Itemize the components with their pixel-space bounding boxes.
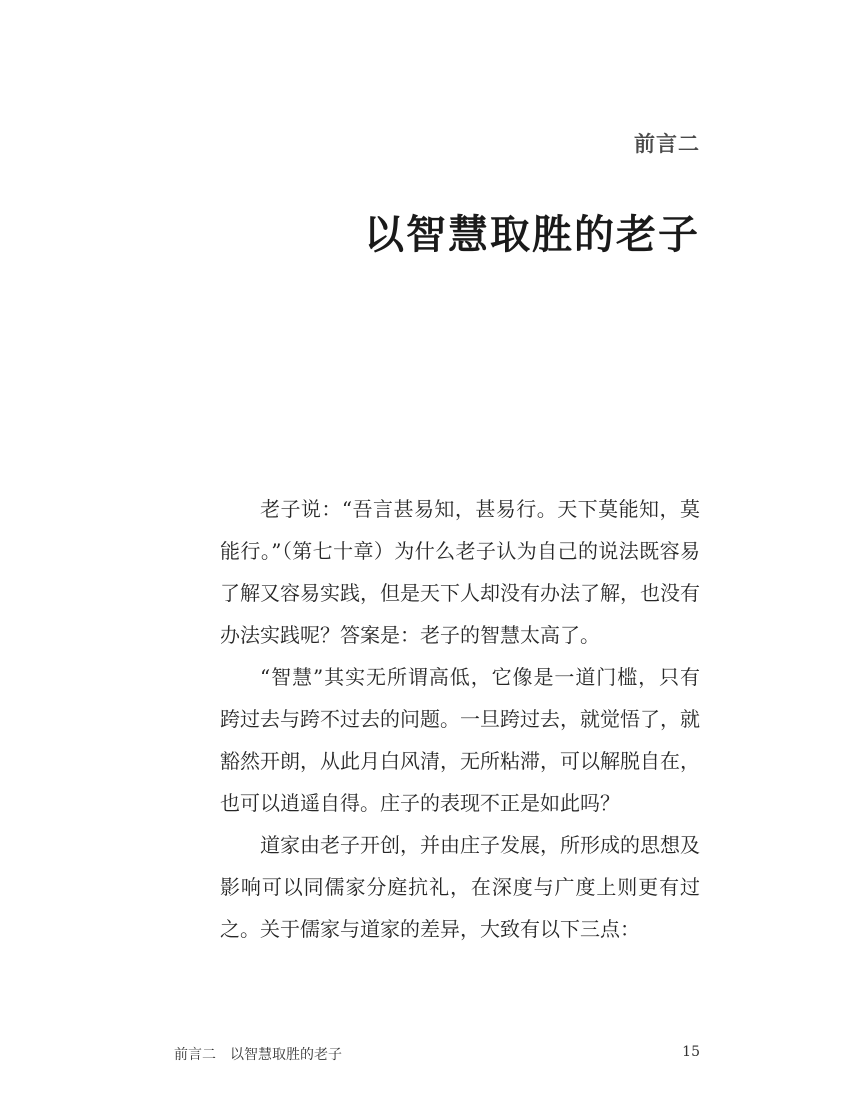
chapter-title: 以智慧取胜的老子 — [364, 212, 700, 258]
paragraph-1: 老子说：“吾言甚易知，甚易行。天下莫能知，莫能行。”（第七十章）为什么老子认为自己的说法既容易了解又容易实践，但是天下人却没有办法了解，也没有办法实践呢？答案是：老子的智慧太高了。 — [220, 497, 700, 647]
paragraph-3: 道家由老子开创，并由庄子发展，所形成的思想及影响可以同儒家分庭抗礼，在深度与广度上则更有过之。关于儒家与道家的差异，大致有以下三点： — [220, 833, 700, 941]
preface-label: 前言二 — [634, 132, 700, 156]
page-footer — [174, 1044, 700, 1066]
paragraph-2: “智慧”其实无所谓高低，它像是一道门槛，只有跨过去与跨不过去的问题。一旦跨过去，就觉悟了，就豁然开朗，从此月白风清，无所粘滞，可以解脱自在，也可以逍遥自得。庄子的表现不正是如此吗？ — [220, 665, 700, 815]
body-text — [220, 488, 700, 950]
running-title: 前言二 以智慧取胜的老子 — [174, 1047, 342, 1063]
page-number: 15 — [682, 1044, 700, 1060]
